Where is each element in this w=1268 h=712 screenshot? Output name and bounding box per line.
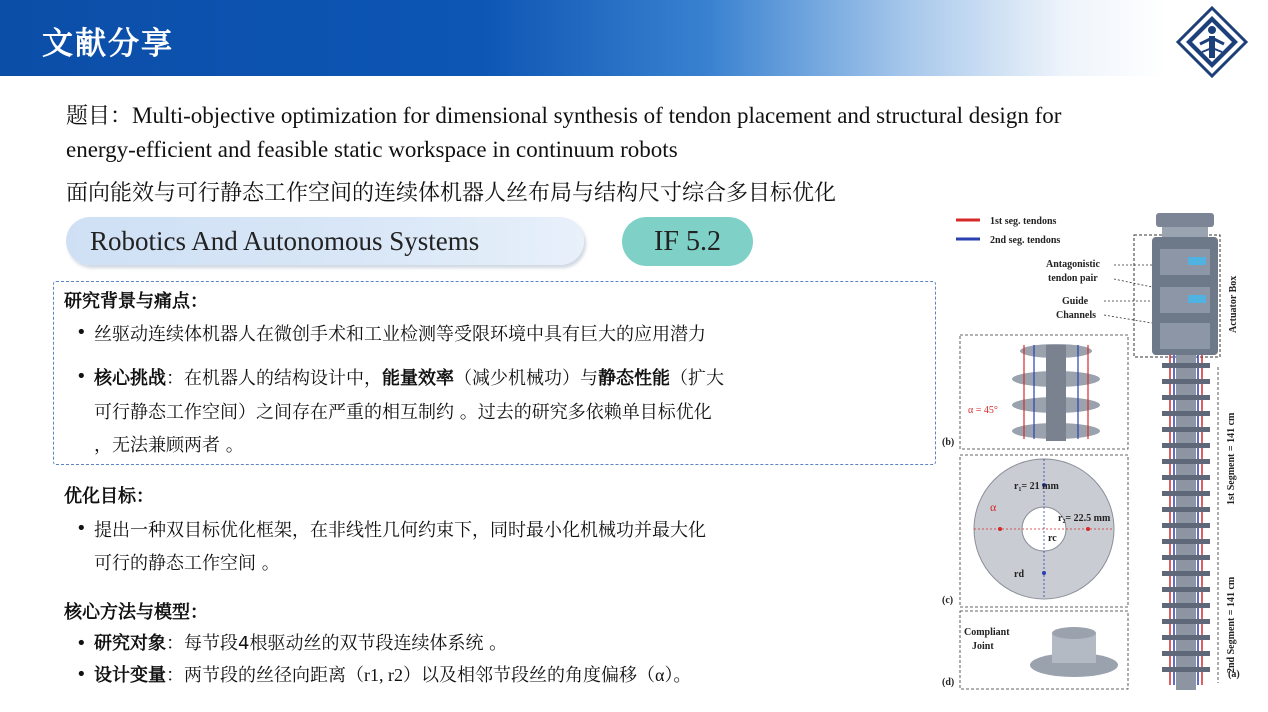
panel-label-c: (c) xyxy=(942,595,954,606)
objective-heading: 优化目标： xyxy=(64,486,154,507)
r2-label: r₂= 22.5 mm xyxy=(1058,513,1111,524)
paper-title xyxy=(66,99,1236,166)
paper-title-prefix: 题目： xyxy=(66,104,133,129)
background-bullet-2-line2: 可行静态工作空间）之间存在严重的相互制约 。过去的研究多依赖单目标优化 xyxy=(94,402,712,423)
actuator-cap xyxy=(1156,213,1214,227)
panel-label-b: (b) xyxy=(942,437,955,448)
design-vars: r1, r2 xyxy=(364,665,403,685)
method-item-2-text-b: ）以及相邻节段丝的角度偏移（ xyxy=(403,665,655,686)
antagonistic-label-1: Antagonistic xyxy=(1046,259,1100,270)
university-shield-logo-icon xyxy=(1174,4,1250,84)
legend-1st-seg: 1st seg. tendons xyxy=(990,216,1057,227)
background-bullet-2-line3: ，无法兼顾两者 。 xyxy=(94,435,244,456)
impact-factor-badge: IF 5.2 xyxy=(622,217,753,266)
panel-label-d: (d) xyxy=(942,677,955,688)
background-bullet-1: 丝驱动连续体机器人在微创手术和工业检测等受限环境中具有巨大的应用潜力 xyxy=(94,324,706,345)
static-performance-label: 静态性能 xyxy=(598,368,670,389)
guide-label-2: Channels xyxy=(1056,310,1097,321)
bullet-dot: • xyxy=(76,366,87,387)
bullet-dot: • xyxy=(76,322,87,343)
paper-title-en-line1: Multi-objective optimization for dimensional synthesis of tendon placement and structural design for xyxy=(132,103,1062,128)
segment-1-label: 1st Segment = 141 cm xyxy=(1226,412,1237,505)
alpha-symbol: α xyxy=(655,665,665,685)
journal-name-badge: Robotics And Autonomous Systems xyxy=(66,217,584,265)
actuator-box-label: Actuator Box xyxy=(1228,275,1239,333)
r1-label: r₁= 21 mm xyxy=(1014,481,1059,492)
rc-label: rc xyxy=(1048,533,1057,544)
energy-efficiency-label: 能量效率 xyxy=(382,368,454,389)
paper-title-cn: 面向能效与可行静态工作空间的连续体机器人丝布局与结构尺寸综合多目标优化 xyxy=(66,181,837,206)
robot-figure xyxy=(938,205,1258,695)
design-variables-label: 设计变量 xyxy=(94,665,166,686)
alpha-angle-label: α = 45° xyxy=(968,405,998,416)
paper-title-en-line2: energy-efficient and feasible static workspace in continuum robots xyxy=(66,137,678,162)
bullet-dot: • xyxy=(76,518,87,539)
compliant-label-1: Compliant xyxy=(964,627,1010,638)
background-bullet-2 xyxy=(94,363,724,395)
method-item-1-text: ：每节段4根驱动丝的双节段连续体系统 。 xyxy=(166,633,508,654)
background-heading: 研究背景与痛点： xyxy=(64,291,208,312)
research-object-label: 研究对象 xyxy=(94,633,166,654)
bullet-2-text-e: （扩大 xyxy=(670,368,724,389)
compliant-label-2: Joint xyxy=(972,641,994,652)
bullet-2-text-c: （减少机械功）与 xyxy=(454,368,598,389)
antagonistic-label-2: tendon pair xyxy=(1048,273,1098,284)
method-item-1 xyxy=(94,628,507,660)
bullet-2-text-a: ：在机器人的结构设计中， xyxy=(166,368,382,389)
bullet-dot: • xyxy=(76,664,87,685)
method-heading: 核心方法与模型： xyxy=(64,602,208,623)
page-title: 文献分享 xyxy=(42,26,174,62)
header-bar xyxy=(0,0,1268,76)
segment-2-label: 2nd Segment = 141 cm xyxy=(1226,576,1237,673)
method-item-2-text-c: ）。 xyxy=(664,665,692,686)
objective-line-1: 提出一种双目标优化框架，在非线性几何约束下，同时最小化机械功并最大化 xyxy=(94,520,706,541)
alpha-symbol-figure: α xyxy=(990,500,997,514)
legend-2nd-seg: 2nd seg. tendons xyxy=(990,235,1061,246)
bullet-dot: • xyxy=(76,633,87,654)
objective-line-2: 可行的静态工作空间 。 xyxy=(94,553,280,574)
rd-label: rd xyxy=(1014,569,1024,580)
panel-label-a: (a) xyxy=(1228,669,1240,680)
guide-label-1: Guide xyxy=(1062,296,1089,307)
method-item-2 xyxy=(94,659,691,692)
method-item-2-text-a: ：两节段的丝径向距离（ xyxy=(166,665,364,686)
core-challenge-label: 核心挑战 xyxy=(94,368,166,389)
